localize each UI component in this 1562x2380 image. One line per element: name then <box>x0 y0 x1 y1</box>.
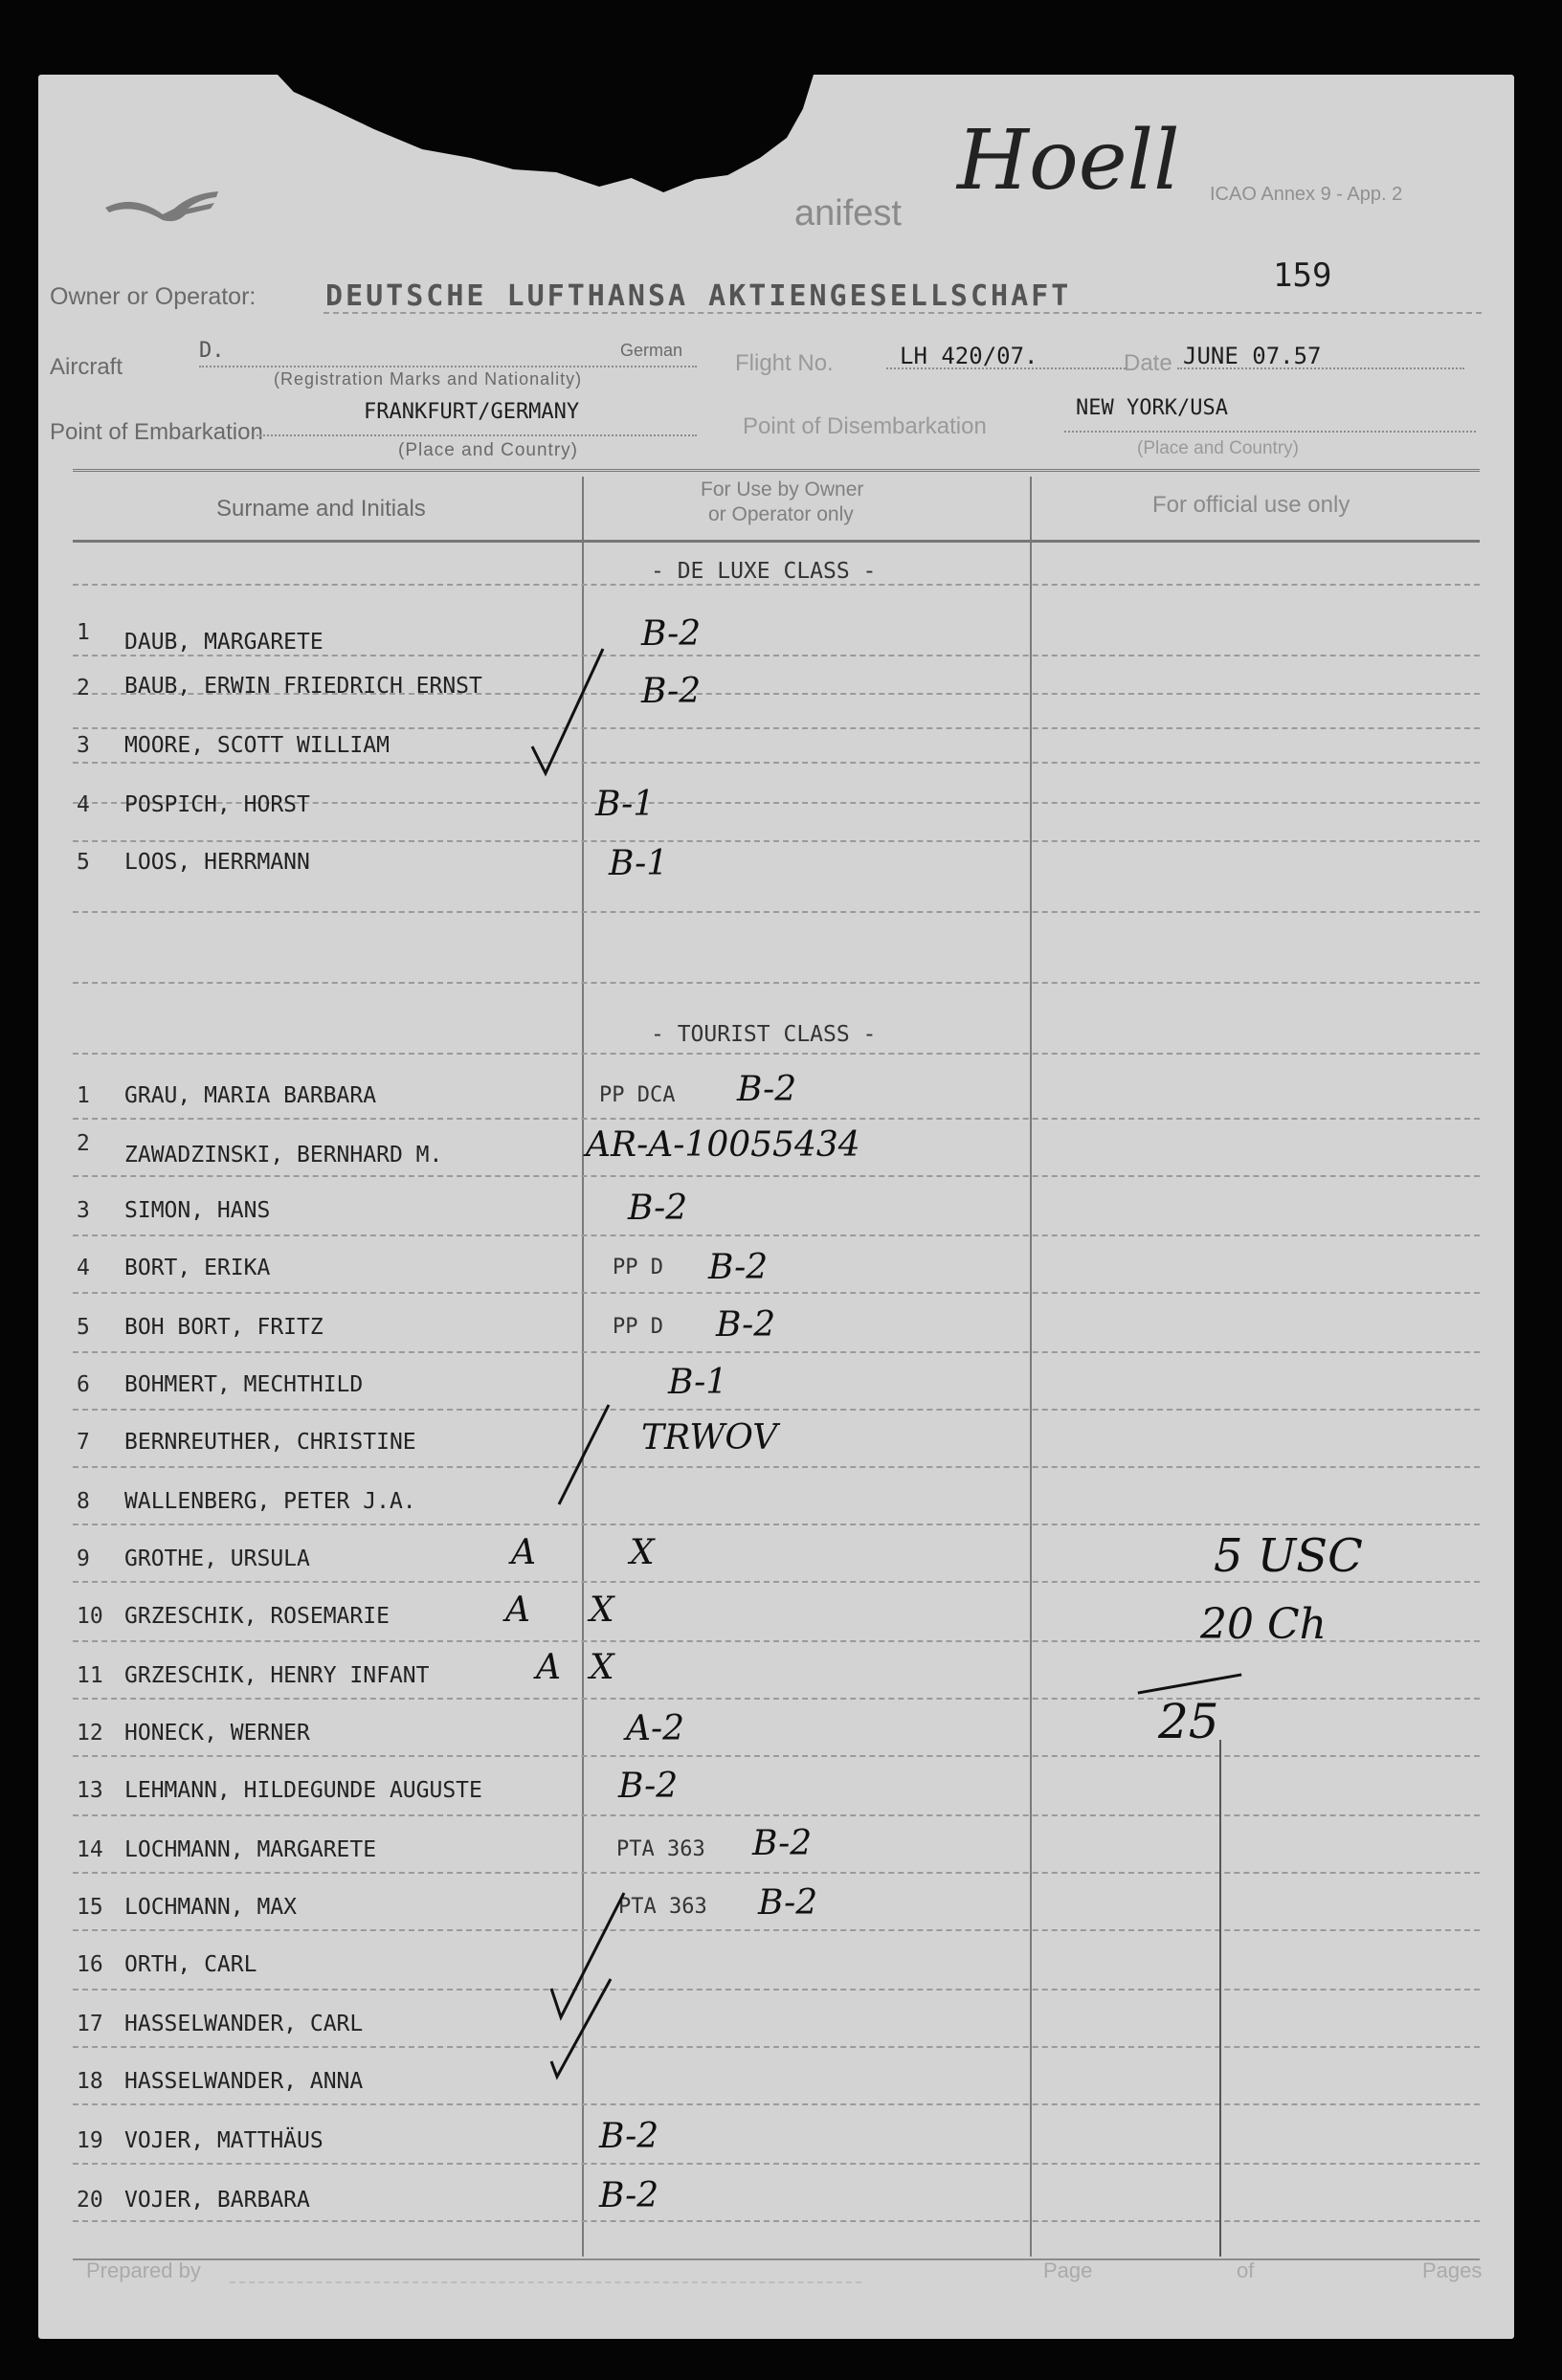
embarkation-caption: (Place and Country) <box>398 440 578 460</box>
row-number: 2 <box>77 1131 90 1156</box>
row-rule <box>73 1292 1480 1294</box>
aircraft-label: Aircraft <box>50 354 123 380</box>
owner-mark: B-1 <box>595 785 656 824</box>
row-number: 3 <box>77 1198 90 1223</box>
passenger-name: WALLENBERG, PETER J.A. <box>124 1489 416 1514</box>
row-number: 12 <box>77 1721 103 1746</box>
row-rule <box>73 2163 1480 2165</box>
owner-label: Owner or Operator: <box>50 283 257 310</box>
passenger-name: HONECK, WERNER <box>124 1721 310 1746</box>
owner-mark: B-2 <box>758 1883 818 1923</box>
column-header-official: For official use only <box>1152 492 1350 518</box>
checkmark-icon <box>555 1399 613 1514</box>
owner-mark: B-2 <box>752 1824 813 1863</box>
disembarkation-value: NEW YORK/USA <box>1076 396 1228 420</box>
owner-mark: X <box>590 1590 614 1630</box>
aircraft-nationality: German <box>620 341 683 360</box>
row-number: 1 <box>77 620 90 645</box>
owner-mark: X <box>630 1533 655 1572</box>
row-rule <box>73 1175 1480 1177</box>
torn-corner <box>278 75 814 218</box>
date-label: Date <box>1124 350 1172 376</box>
owner-mark: A-2 <box>626 1709 685 1748</box>
row-number: 18 <box>77 2069 103 2094</box>
owner-mark: TRWOV <box>641 1418 778 1457</box>
passenger-name: BOHMERT, MECHTHILD <box>124 1372 364 1397</box>
passenger-name: ORTH, CARL <box>124 1952 257 1977</box>
passenger-name: LOCHMANN, MARGARETE <box>124 1837 377 1862</box>
passenger-name: VOJER, BARBARA <box>124 2188 310 2213</box>
column-header-owner-use-1: For Use by Owner <box>701 478 864 500</box>
row-rule <box>73 1814 1480 1816</box>
row-rule <box>73 1524 1480 1525</box>
row-rule <box>73 1466 1480 1468</box>
row-number: 11 <box>77 1663 103 1688</box>
embarkation-value: FRANKFURT/GERMANY <box>364 400 580 424</box>
column-header-owner-use-2: or Operator only <box>708 503 854 525</box>
passenger-name: DAUB, MARGARETE <box>124 630 324 655</box>
row-number: 5 <box>77 1315 90 1340</box>
official-note-line2: 20 Ch <box>1200 1600 1327 1649</box>
passenger-name: VOJER, MATTHÄUS <box>124 2128 324 2153</box>
page-number: 159 <box>1273 256 1332 295</box>
official-sum-line <box>1138 1673 1242 1694</box>
row-number: 4 <box>77 1256 90 1280</box>
passenger-name: SIMON, HANS <box>124 1198 271 1223</box>
row-rule <box>73 2046 1480 2048</box>
owner-mark: B-2 <box>641 672 702 711</box>
column-header-surname: Surname and Initials <box>216 496 426 522</box>
row-rule <box>73 1929 1480 1931</box>
row-number: 13 <box>77 1778 103 1803</box>
left-mark: A <box>536 1648 561 1687</box>
row-rule <box>73 2103 1480 2105</box>
row-rule <box>73 840 1480 842</box>
row-rule <box>73 1234 1480 1236</box>
row-number: 2 <box>77 676 90 701</box>
table-header-rule <box>73 540 1480 543</box>
row-number: 15 <box>77 1895 103 1920</box>
row-rule <box>73 1409 1480 1411</box>
date-underline <box>1177 367 1464 369</box>
row-rule <box>73 1755 1480 1757</box>
owner-mark: B-2 <box>628 1189 688 1228</box>
passenger-name: MOORE, SCOTT WILLIAM <box>124 733 390 758</box>
pages-label: Pages <box>1422 2258 1483 2282</box>
owner-underline <box>324 312 1482 314</box>
embarkation-label: Point of Embarkation <box>50 419 263 445</box>
passenger-name: GRZESCHIK, HENRY INFANT <box>124 1663 430 1688</box>
row-number: 9 <box>77 1546 90 1571</box>
handwritten-note-top: Hoell <box>957 113 1180 209</box>
passenger-name: ZAWADZINSKI, BERNHARD M. <box>124 1143 443 1168</box>
passenger-name: LEHMANN, HILDEGUNDE AUGUSTE <box>124 1778 482 1803</box>
owner-note: PP D <box>613 1315 663 1339</box>
airline-logo-icon <box>96 174 249 241</box>
passenger-name: BOH BORT, FRITZ <box>124 1315 324 1340</box>
owner-mark: B-1 <box>609 844 669 883</box>
owner-mark: B-2 <box>599 2176 659 2215</box>
row-rule <box>73 727 1480 729</box>
row-number: 20 <box>77 2188 103 2213</box>
aircraft-underline <box>199 366 697 367</box>
row-rule <box>73 1989 1480 1991</box>
disembarkation-caption: (Place and Country) <box>1137 438 1299 458</box>
passenger-name: LOCHMANN, MAX <box>124 1895 298 1920</box>
registration-caption: (Registration Marks and Nationality) <box>274 369 583 389</box>
manifest-sheet <box>38 75 1514 2339</box>
official-note-stroke <box>1219 1740 1221 2257</box>
passenger-name: BAUB, ERWIN FRIEDRICH ERNST <box>124 674 482 699</box>
section-tourist: - TOURIST CLASS - <box>651 1022 877 1047</box>
row-rule <box>73 1118 1480 1120</box>
row-rule <box>73 982 1480 984</box>
owner-mark: B-2 <box>708 1248 769 1287</box>
owner-mark: X <box>590 1648 614 1687</box>
row-rule <box>73 655 1480 656</box>
owner-mark: B-2 <box>716 1305 776 1345</box>
owner-mark: B-2 <box>618 1767 679 1806</box>
row-number: 19 <box>77 2128 103 2153</box>
date-value: JUNE 07.57 <box>1183 343 1322 369</box>
owner-note: PTA 363 <box>618 1895 707 1919</box>
official-total: 25 <box>1158 1694 1219 1749</box>
flight-number: LH 420/07. <box>900 343 1038 369</box>
row-rule <box>73 2220 1480 2222</box>
official-note-line1: 5 USC <box>1214 1529 1363 1583</box>
disembarkation-label: Point of Disembarkation <box>743 413 987 439</box>
table-bottom-rule <box>73 2258 1480 2260</box>
section-deluxe: - DE LUXE CLASS - <box>651 559 877 584</box>
aircraft-value: D. <box>199 339 225 363</box>
row-rule <box>73 1053 1480 1055</box>
owner-value: DEUTSCHE LUFTHANSA AKTIENGESELLSCHAFT <box>325 279 1072 313</box>
row-rule <box>73 1698 1480 1700</box>
row-number: 7 <box>77 1430 90 1455</box>
passenger-name: GRZESCHIK, ROSEMARIE <box>124 1604 390 1629</box>
prepared-by-line <box>230 2281 861 2283</box>
owner-note: PP D <box>613 1256 663 1279</box>
left-mark: A <box>505 1590 530 1630</box>
owner-mark: B-2 <box>599 2117 659 2156</box>
page-label: Page <box>1043 2258 1093 2282</box>
row-rule <box>73 911 1480 913</box>
table-top-rule <box>73 469 1480 472</box>
row-number: 8 <box>77 1489 90 1514</box>
checkmark-icon <box>544 1874 649 2084</box>
annex-label: ICAO Annex 9 - App. 2 <box>1210 184 1403 205</box>
left-mark: A <box>511 1533 536 1572</box>
row-number: 14 <box>77 1837 103 1862</box>
passenger-name: GROTHE, URSULA <box>124 1546 310 1571</box>
row-rule <box>73 762 1480 764</box>
passenger-name: LOOS, HERRMANN <box>124 850 310 875</box>
prepared-by-label: Prepared by <box>86 2258 201 2282</box>
passenger-name: HASSELWANDER, ANNA <box>124 2069 364 2094</box>
owner-mark: B-2 <box>737 1070 797 1109</box>
row-number: 5 <box>77 850 90 875</box>
owner-mark: B-2 <box>641 614 702 654</box>
document-title-fragment: anifest <box>794 193 902 234</box>
passenger-name: BORT, ERIKA <box>124 1256 271 1280</box>
checkmark-icon <box>526 639 613 783</box>
flight-underline <box>886 367 1126 369</box>
embarkation-underline <box>257 434 697 436</box>
owner-mark: AR-A-10055434 <box>586 1125 860 1165</box>
row-number: 4 <box>77 792 90 817</box>
passenger-name: BERNREUTHER, CHRISTINE <box>124 1430 416 1455</box>
row-number: 3 <box>77 733 90 758</box>
row-rule <box>73 1351 1480 1353</box>
row-number: 17 <box>77 2012 103 2036</box>
owner-note: PP DCA <box>599 1083 676 1107</box>
disembarkation-underline <box>1064 431 1476 433</box>
row-rule <box>73 1872 1480 1874</box>
of-label: of <box>1237 2258 1255 2282</box>
passenger-name: POSPICH, HORST <box>124 792 310 817</box>
row-number: 6 <box>77 1372 90 1397</box>
passenger-name: GRAU, MARIA BARBARA <box>124 1083 377 1108</box>
row-number: 10 <box>77 1604 103 1629</box>
passenger-name: HASSELWANDER, CARL <box>124 2012 364 2036</box>
owner-mark: B-1 <box>668 1363 728 1402</box>
owner-note: PTA 363 <box>616 1837 705 1861</box>
row-number: 1 <box>77 1083 90 1108</box>
row-rule <box>73 584 1480 586</box>
row-number: 16 <box>77 1952 103 1977</box>
flight-label: Flight No. <box>735 350 834 376</box>
